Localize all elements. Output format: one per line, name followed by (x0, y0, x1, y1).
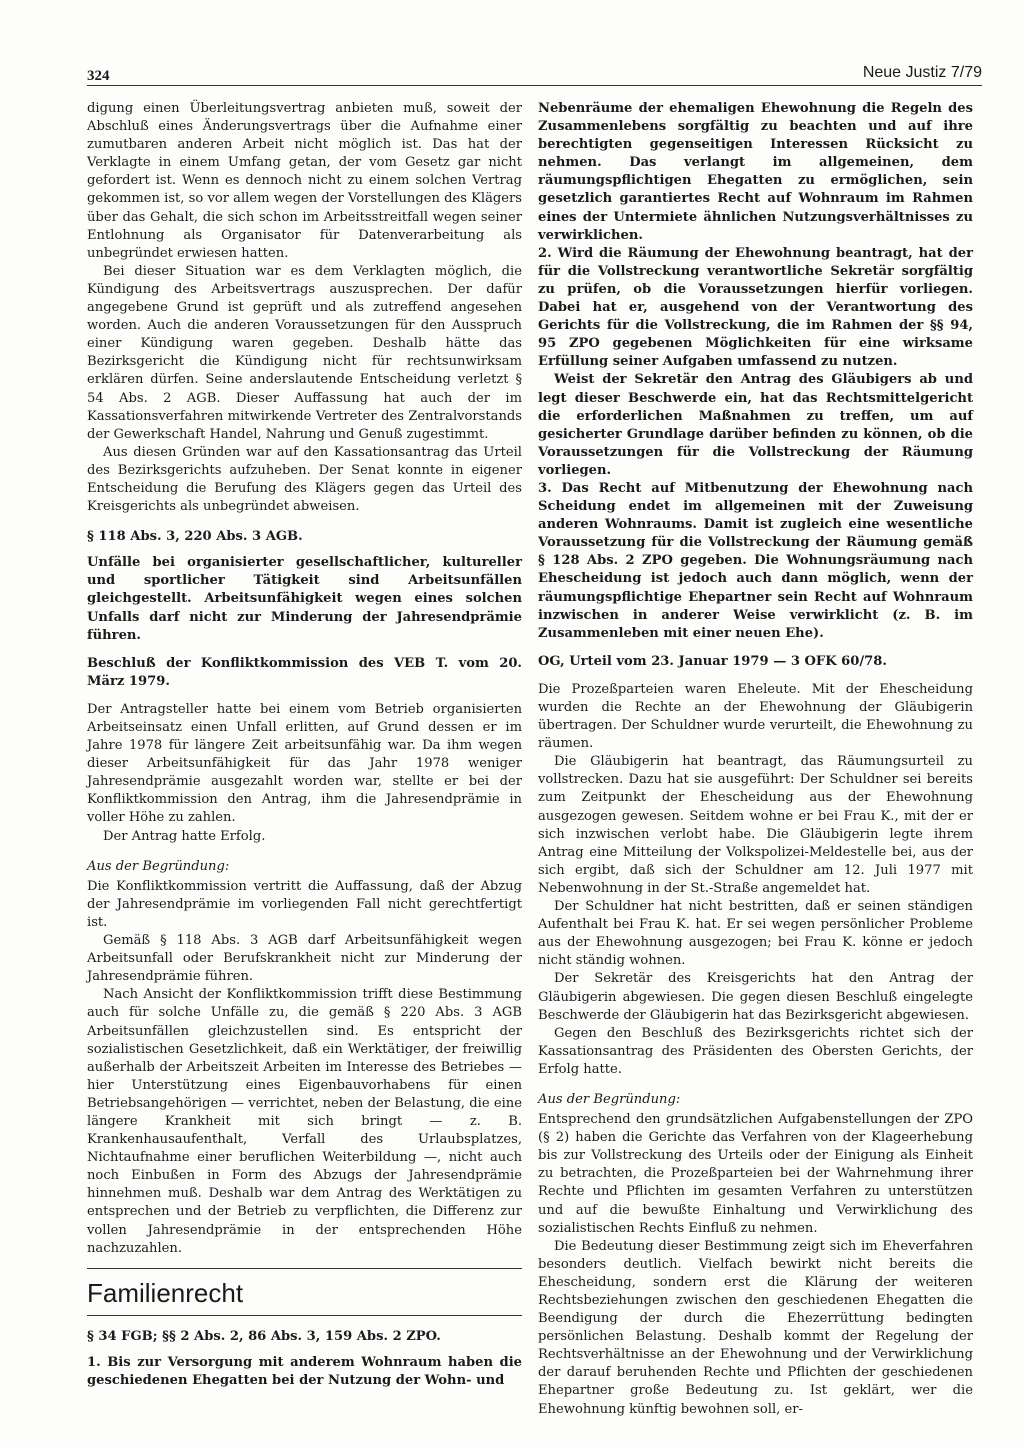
page-header (87, 60, 982, 86)
law-reference: § 34 FGB; §§ 2 Abs. 2, 86 Abs. 3, 159 Abs. 2 ZPO. (87, 1328, 441, 1344)
paragraph: Die Bedeutung dieser Bestimmung zeigt sich im Eheverfahren besonders deutlich. Vielfach bewirkt nicht bereits die Ehescheidung, sondern erst die Klärung der weiteren Rechtsbeziehungen zwischen den geschiedenen Ehegatten die Beendigung der durch die Ehezerrüttung bedingten persönlichen Belastung. Deshalb kommt der Regelung der Rechtsverhältnisse an der Ehewohnung und der Verwirklichung der darauf beruhenden Rechte und Pflichten der geschiedenen Ehepartner große Bedeutung zu. Ist geklärt, wer die Ehewohnung künftig bewohnen soll, er- (538, 1238, 973, 1417)
paragraph: Der Antragsteller hatte bei einem vom Betrieb organisierten Arbeitseinsatz einen Unfall erlitten, auf Grund dessen er im Jahre 1978 für längere Zeit arbeitsunfähig war. Da ihm wegen dieser Arbeitsunfähigkeit für das Jahr 1978 weniger Jahresendprämie ausgezahlt worden war, stellte er bei der Konfliktkommission den Antrag, ihm die Jahresendprämie in voller Höhe zu zahlen. (87, 701, 522, 826)
left-column (87, 100, 522, 1390)
reasoning-heading: Aus der Begründung: (538, 1091, 681, 1107)
paragraph: Gegen den Beschluß des Bezirksgerichts richtet sich der Kassationsantrag des Präsidenten des Obersten Gerichts, der Erfolg hatte. (538, 1025, 973, 1077)
headnote: 1. Bis zur Versorgung mit anderem Wohnraum haben die geschiedenen Ehegatten bei der Nutzung der Wohn- und (87, 1354, 522, 1388)
page-number: 324 (87, 68, 110, 84)
headnote: 3. Das Recht auf Mitbenutzung der Ehewohnung nach Scheidung endet im allgemeinen mit der Zuweisung anderen Wohnraums. Damit ist zugleich eine wesentliche Voraussetzung für die Vollstreckung der Räumung gemäß § 128 Abs. 2 ZPO gegeben. Die Wohnungsräumung nach Ehescheidung ist jedoch auch dann möglich, wenn der räumungspflichtige Ehepartner sein Recht auf Wohnraum inzwischen in anderer Weise verwirklicht (z. B. im Zusammenleben mit einer neuen Ehe). (538, 480, 973, 641)
headnote: 2. Wird die Räumung der Ehewohnung beantragt, hat der für die Vollstreckung verantwortliche Sekretär sorgfältig zu prüfen, ob die Voraussetzungen hierfür vorliegen. Dabei hat er, ausgehend von der Verantwortung des Gerichts für die Vollstreckung, die im Rahmen der §§ 94, 95 ZPO gegebenen Möglichkeiten für eine wirksame Erfüllung seiner Aufgaben umfassend zu nutzen. (538, 245, 973, 370)
paragraph: digung einen Überleitungsvertrag anbieten muß, soweit der Abschluß eines Änderungsvertrags über die Aufnahme einer zumutbaren anderen Arbeit nicht möglich ist. Das hat der Verklagte in einem Umfang getan, der vom Gesetz gar nicht gefordert ist. Wenn es dennoch nicht zu einem solchen Vertrag gekommen ist, so vor allem wegen der Vorstellungen des Klägers über das Gehalt, die sich schon im Arbeitsstreitfall wegen seiner Entlohnung als Organisator für Datenverarbeitung als unbegründet erwiesen hatten. (87, 101, 522, 261)
paragraph: Der Sekretär des Kreisgerichts hat den Antrag der Gläubigerin abgewiesen. Die gegen diesen Beschluß eingelegte Beschwerde der Gläubigerin hat das Bezirksgericht abgewiesen. (538, 971, 973, 1023)
section-header-box (87, 1268, 522, 1316)
decision-source: OG, Urteil vom 23. Januar 1979 — 3 OFK 60/78. (538, 653, 887, 669)
headnote: Nebenräume der ehemaligen Ehewohnung die Regeln des Zusammenlebens sorgfältig zu beachten und auf ihre berechtigten gegenseitigen Interessen Rücksicht zu nehmen. Das verlangt im allgemeinen, dem räumungspflichtigen Ehegatten zu ermöglichen, sein gesetzlich garantiertes Recht auf Wohnraum im Rahmen eines der Untermiete ähnlichen Nutzungsverhältnisses zu verwirklichen. (538, 101, 973, 243)
headnote: Unfälle bei organisierter gesellschaftlicher, kultureller und sportlicher Tätigkeit sind Arbeitsunfällen gleichgestellt. Arbeitsunfähigkeit wegen eines solchen Unfalls darf nicht zur Minderung der Jahresendprämie führen. (87, 555, 522, 643)
headnote: Weist der Sekretär den Antrag des Gläubigers ab und legt dieser Beschwerde ein, hat das Rechtsmittelgericht die erforderlichen Maßnahmen zu treffen, um auf gesicherter Grundlage darüber befinden zu können, ob die Voraussetzungen für die Vollstreckung der Räumung vorliegen. (538, 372, 973, 478)
section-title: Familienrecht (87, 1271, 522, 1316)
paragraph: Nach Ansicht der Konfliktkommission trifft diese Bestimmung auch für solche Unfälle zu, die gemäß § 220 Abs. 3 AGB Arbeitsunfällen gleichzustellen sind. Es entspricht der sozialistischen Gesetzlichkeit, daß ein Werktätiger, der freiwillig außerhalb der Arbeitszeit Arbeiten im Interesse des Betriebes — hier Unterstützung eines Eigenbauvorhabens für einen Betriebsangehörigen — verrichtet, neben der Belastung, die eine längere Krankheit mit sich bringt — z. B. Krankenhausaufenthalt, Verfall des Urlaubsplatzes, Nichtaufnahme einer beruflichen Weiterbildung —, nicht auch noch Einbußen in Form des Abzugs der Jahresendprämie hinnehmen muß. Deshalb war dem Antrag des Werktätigen zu entsprechen und der Betrieb zu verpflichten, die Differenz zur vollen Jahresendprämie in der entsprechenden Höhe nachzuzahlen. (87, 987, 522, 1256)
paragraph: Die Konfliktkommission vertritt die Auffassung, daß der Abzug der Jahresendprämie im vorliegenden Fall nicht gerechtfertigt ist. (87, 878, 522, 930)
paragraph: Die Prozeßparteien waren Eheleute. Mit der Ehescheidung wurden die Rechte an der Ehewohnung der Gläubigerin übertragen. Der Schuldner wurde verurteilt, die Ehewohnung zu räumen. (538, 681, 973, 752)
paragraph: Die Gläubigerin hat beantragt, das Räumungsurteil zu vollstrecken. Dazu hat sie ausgeführt: Der Schuldner sei bereits zum Zeitpunkt der Ehescheidung aus der Ehewohnung ausgezogen gewesen. Seitdem wohne er bei Frau K., mit der er sich inzwischen verlobt habe. Die Gläubigerin legte ihrem Antrag eine Mitteilung der Volkspolizei-Meldestelle bei, aus der sich ergibt, daß sich der Schuldner am 12. Juli 1977 mit Nebenwohnung in der St.-Straße angemeldet hat. (538, 754, 973, 896)
paragraph: Entsprechend den grundsätzlichen Aufgabenstellungen der ZPO (§ 2) haben die Gerichte das Verfahren von der Klageerhebung bis zur Vollstreckung des Urteils oder der Einigung als Einheit zu betrachten, die Prozeßparteien bei der Wahrnehmung ihrer Rechte und Pflichten im gesamten Verfahren zu unterstützen und auf die bewußte Einhaltung und Verwirklichung des sozialistischen Rechts Einfluß zu nehmen. (538, 1112, 973, 1236)
paragraph: Der Schuldner hat nicht bestritten, daß er seinen ständigen Aufenthalt bei Frau K. hat. Er sei wegen persönlicher Probleme aus der Ehewohnung ausgezogen; bei Frau K. könne er jedoch nicht ständig wohnen. (538, 899, 973, 969)
paragraph: Der Antrag hatte Erfolg. (103, 828, 266, 844)
paragraph: Bei dieser Situation war es dem Verklagten möglich, die Kündigung des Arbeitsvertrags auszusprechen. Der dafür angegebene Grund ist geprüft und als zutreffend angesehen worden. Auch die anderen Voraussetzungen für den Ausspruch einer Kündigung waren gegeben. Deshalb hätte das Bezirksgericht die Kündigung nicht für rechtsunwirksam erklären dürfen. Seine anderslautende Entscheidung verletzt § 54 Abs. 2 AGB. Dieser Auffassung hat auch der im Kassationsverfahren mitwirkende Vertreter des Zentralvorstands der Gewerkschaft Handel, Nahrung und Genuß zugestimmt. (87, 263, 522, 442)
paragraph: Aus diesen Gründen war auf den Kassationsantrag das Urteil des Bezirksgerichts aufzuheben. Der Senat konnte in eigener Entscheidung die Berufung des Klägers gegen das Urteil des Kreisgerichts als unbegründet abweisen. (87, 444, 522, 515)
journal-title: Neue Justiz 7/79 (862, 64, 982, 81)
paragraph: Gemäß § 118 Abs. 3 AGB darf Arbeitsunfähigkeit wegen Arbeitsunfall oder Berufskrankheit nicht zur Minderung der Jahresendprämie führen. (87, 933, 522, 985)
decision-source: Beschluß der Konfliktkommission des VEB T. vom 20. März 1979. (87, 655, 522, 689)
right-column (538, 100, 973, 1419)
reasoning-heading: Aus der Begründung: (87, 858, 230, 874)
law-reference: § 118 Abs. 3, 220 Abs. 3 AGB. (87, 529, 303, 545)
